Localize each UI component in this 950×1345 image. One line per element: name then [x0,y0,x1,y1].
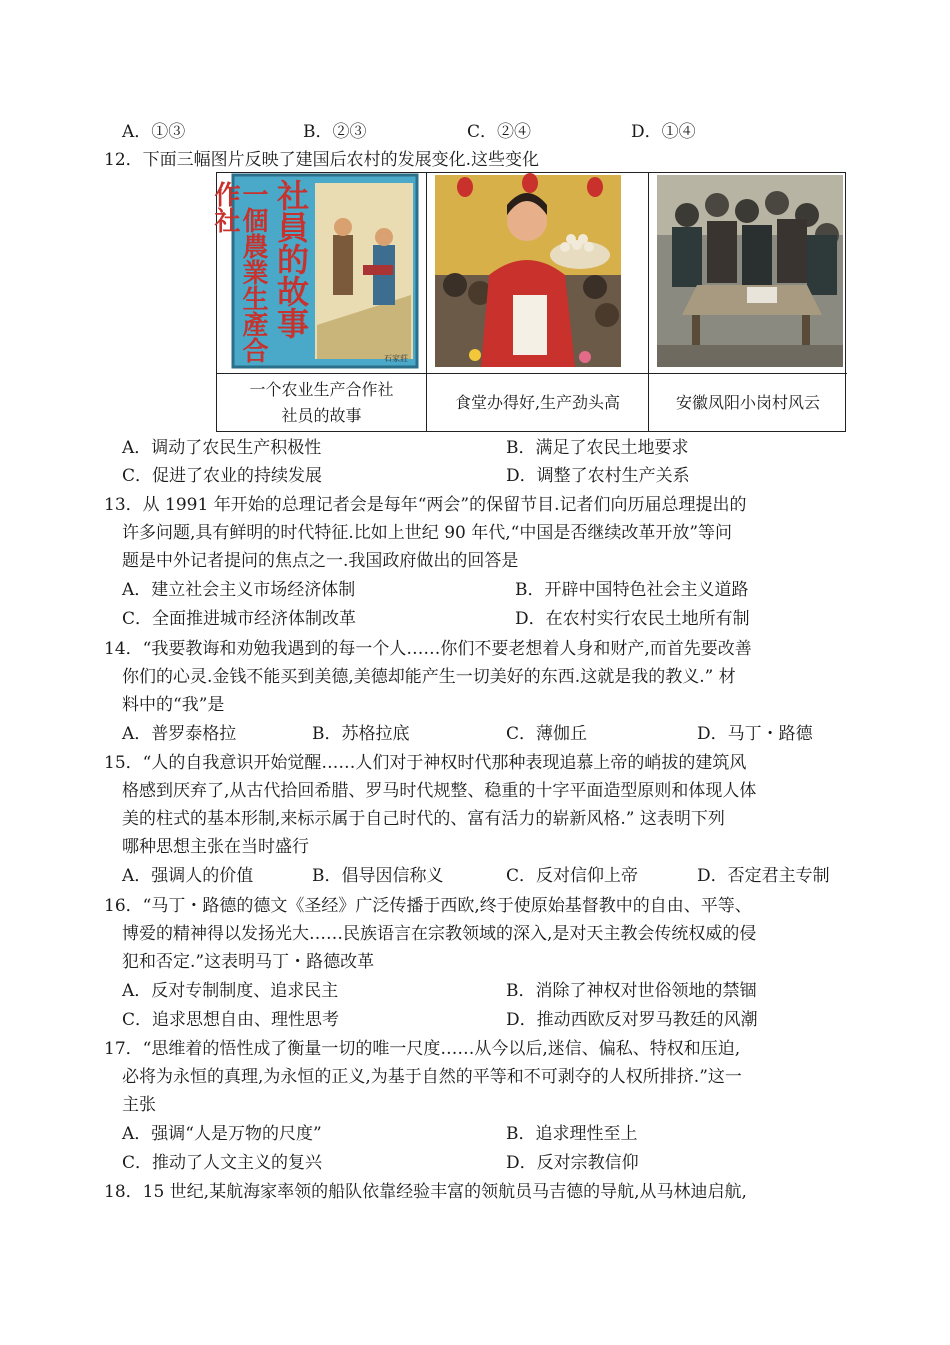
q15-option-c: C．反对信仰上帝 [506,866,639,886]
q12-stem: 12．下面三幅图片反映了建国后农村的发展变化.这些变化 [104,150,540,170]
caption-1 [217,374,426,432]
q17-stem-line-1: 17．“思维着的悟性成了衡量一切的唯一尺度……从今以后,迷信、偏私、特权和压迫, [104,1039,741,1059]
q16-option-c: C．追求思想自由、理性思考 [122,1010,340,1030]
q16-option-d: D．推动西欧反对罗马教廷的风潮 [506,1010,758,1030]
q14-option-c: C．薄伽丘 [506,724,588,744]
cover-title-left: 一個農業生產合作社 [210,181,268,363]
q11-option-c: C．②④ [467,122,532,142]
q12-option-d: D．调整了农村生产关系 [506,466,690,486]
caption-1-line-2: 社员的故事 [281,406,362,425]
picture-cell-2 [427,173,649,431]
q15-stem-line-3: 美的柱式的基本形制,来标示属于自己时代的、富有活力的崭新风格.” 这表明下列 [122,809,725,829]
q14-stem-line-2: 你们的心灵.金钱不能买到美德,美德却能产生一切美好的东西.这就是我的教义.” 材 [122,667,736,687]
q15-option-a: A．强调人的价值 [122,866,254,886]
q16-stem-line-2: 博爱的精神得以发扬光大……民族语言在宗教领域的深入,是对天主教会传统权威的侵 [122,924,757,944]
q12-option-a: A．调动了农民生产积极性 [122,438,322,458]
q15-option-b: B．倡导因信称义 [312,866,444,886]
q15-option-d: D．否定君主专制 [697,866,830,886]
q15-stem-line-2: 格感到厌弃了,从古代拾回希腊、罗马时代规整、稳重的十字平面造型原则和体现人体 [122,781,757,801]
q14-stem-line-3: 料中的“我”是 [122,695,225,715]
q11-option-a: A．①③ [122,122,186,142]
caption-1-line-1: 一个农业生产合作社 [249,380,394,399]
q12-picture-table [210,172,846,432]
caption-3 [649,374,847,432]
q16-stem-line-3: 犯和否定.”这表明马丁・路德改革 [122,952,375,972]
coop-booklet-cover-image [210,175,417,367]
canteen-poster-image [435,175,621,367]
q11-option-b: B．②③ [303,122,367,142]
q14-option-d: D．马丁・路德 [697,724,813,744]
q17-stem-line-3: 主张 [122,1095,156,1115]
q14-option-b: B．苏格拉底 [312,724,410,744]
q12-option-c: C．促进了农业的持续发展 [122,466,323,486]
q13-option-c: C．全面推进城市经济体制改革 [122,609,357,629]
caption-2 [427,374,648,432]
q16-option-a: A．反对专制制度、追求民主 [122,981,339,1001]
q14-option-a: A．普罗泰格拉 [122,724,237,744]
q16-stem-line-1: 16．“马丁・路德的德文《圣经》广泛传播于西欧,终于使原始基督教中的自由、平等、 [104,896,752,916]
q17-option-b: B．追求理性至上 [506,1124,638,1144]
q17-option-c: C．推动了人文主义的复兴 [122,1153,323,1173]
q13-stem-line-3: 题是中外记者提问的焦点之一.我国政府做出的回答是 [122,551,519,571]
q15-stem-line-4: 哪种思想主张在当时盛行 [122,837,309,857]
publisher-text: 石家莊 [384,354,408,363]
picture-cell-1 [210,173,427,431]
q13-option-a: A．建立社会主义市场经济体制 [122,580,356,600]
q17-option-d: D．反对宗教信仰 [506,1153,639,1173]
q17-stem-line-2: 必将为永恒的真理,为永恒的正义,为基于自然的平等和不可剥夺的人权所排挤.”这一 [122,1067,742,1087]
q12-option-b: B．满足了农民土地要求 [506,438,689,458]
caption-2-line-1: 食堂办得好,生产劲头高 [454,393,621,412]
q18-stem-line-1: 18．15 世纪,某航海家率领的船队依靠经验丰富的领航员马吉德的导航,从马林迪启航, [104,1182,747,1202]
xiaogang-painting-image [657,175,843,367]
q13-option-d: D．在农村实行农民土地所有制 [515,609,750,629]
q17-option-a: A．强调“人是万物的尺度” [122,1124,322,1144]
q14-stem-line-1: 14．“我要教诲和劝勉我遇到的每一个人……你们不要老想着人身和财产,而首先要改善 [104,639,752,659]
q13-stem-line-1: 13．从 1991 年开始的总理记者会是每年“两会”的保留节目.记者们向历届总理提出的 [104,495,747,515]
q11-option-d: D．①④ [631,122,696,142]
cover-title-main: 社員的故事 [272,179,310,339]
q13-option-b: B．开辟中国特色社会主义道路 [515,580,749,600]
caption-3-line-1: 安徽凤阳小岗村风云 [675,393,820,412]
q13-stem-line-2: 许多问题,具有鲜明的时代特征.比如上世纪 90 年代,“中国是否继续改革开放”等问 [122,523,733,543]
q16-option-b: B．消除了神权对世俗领地的禁锢 [506,981,757,1001]
q15-stem-line-1: 15．“人的自我意识开始觉醒……人们对于神权时代那种表现追慕上帝的峭拔的建筑风 [104,753,747,773]
picture-cell-3 [649,173,847,431]
